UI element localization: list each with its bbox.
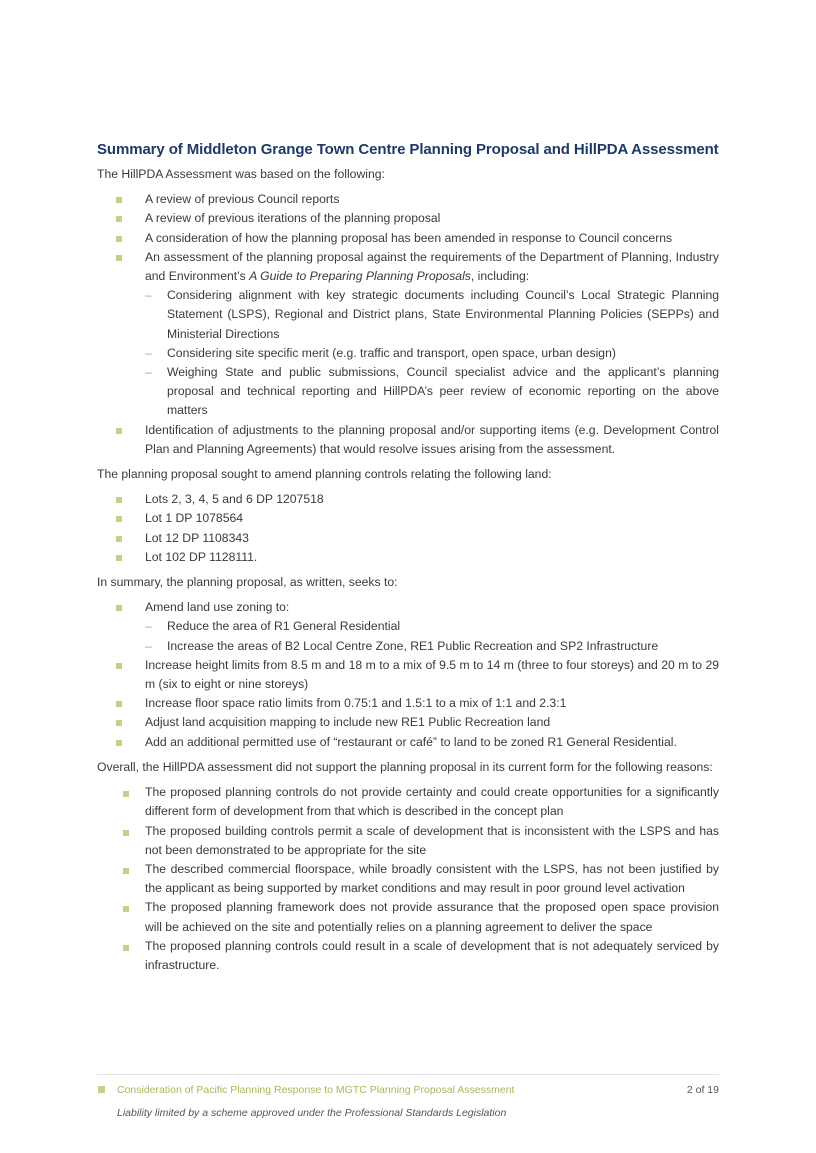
- dash-icon: –: [145, 619, 152, 634]
- list-item: The proposed planning controls could result in a scale of development that is not adequately serviced by infrastructure.: [145, 937, 719, 975]
- dash-icon: –: [145, 365, 152, 380]
- document-body: [97, 139, 719, 975]
- land-intro-paragraph: The planning proposal sought to amend planning controls relating the following land:: [97, 467, 552, 482]
- list-item: Increase floor space ratio limits from 0.75:1 and 1.5:1 to a mix of 1:1 and 2.3:1: [145, 694, 719, 713]
- list-item: Lot 12 DP 1108343: [145, 529, 719, 548]
- dash-icon: –: [145, 638, 152, 653]
- liability-notice: Liability limited by a scheme approved under the Professional Standards Legislation: [117, 1107, 507, 1119]
- sub-list-item: – Considering site specific merit (e.g. traffic and transport, open space, urban design): [167, 344, 719, 363]
- dash-icon: –: [145, 345, 152, 360]
- bullet-square-icon: [123, 868, 129, 874]
- footer-title: Consideration of Pacific Planning Response to MGTC Planning Proposal Assessment: [117, 1084, 515, 1096]
- page-number: 2 of 19: [686, 1084, 719, 1096]
- zoning-sub-list: [145, 617, 719, 655]
- summary-list: [97, 598, 719, 752]
- list-item: Lots 2, 3, 4, 5 and 6 DP 1207518: [145, 490, 719, 509]
- bullet-square-icon: [116, 216, 122, 222]
- intro-paragraph: The HillPDA Assessment was based on the following:: [97, 167, 385, 181]
- dash-icon: –: [145, 288, 152, 303]
- bullet-square-icon: [116, 740, 122, 746]
- list-item: Amend land use zoning to: – Reduce the area of R1 General Residential – Increase the areas of B2 Local Centre Zone, RE1 Public Recreation and SP2 Infrastructure: [145, 598, 719, 656]
- list-item: A consideration of how the planning proposal has been amended in response to Council concerns: [145, 229, 719, 248]
- summary-intro-paragraph: In summary, the planning proposal, as written, seeks to:: [97, 575, 398, 590]
- bullet-square-icon: [116, 720, 122, 726]
- list-item: Lot 1 DP 1078564: [145, 509, 719, 528]
- bullet-square-icon: [116, 701, 122, 707]
- page-title: Summary of Middleton Grange Town Centre Planning Proposal and HillPDA Assessment: [97, 141, 719, 158]
- list-item: The proposed planning controls do not provide certainty and could create opportunities for a significantly different form of development from that which is described in the concept plan: [145, 783, 719, 821]
- list-item: Add an additional permitted use of “restaurant or café” to land to be zoned R1 General Residential.: [145, 733, 719, 752]
- list-item: A review of previous iterations of the planning proposal: [145, 209, 719, 228]
- overall-intro-paragraph: Overall, the HillPDA assessment did not support the planning proposal in its current form for the following reasons:: [97, 759, 713, 774]
- land-list: [97, 490, 719, 567]
- bullet-square-icon: [116, 236, 122, 242]
- list-item: Identification of adjustments to the planning proposal and/or supporting items (e.g. Development Control Plan and Planning Agreements) that would resolve issues arising from the assessment.: [145, 421, 719, 459]
- bullet-square-icon: [116, 663, 122, 669]
- list-item: The proposed building controls permit a scale of development that is inconsistent with the LSPS and has not been demonstrated to be appropriate for the site: [145, 822, 719, 860]
- bullet-square-icon: [116, 605, 122, 611]
- list-item: Lot 102 DP 1128111.: [145, 548, 719, 567]
- basis-list: [97, 190, 719, 459]
- sub-list-item: – Increase the areas of B2 Local Centre Zone, RE1 Public Recreation and SP2 Infrastructure: [167, 637, 719, 656]
- guide-title: A Guide to Preparing Planning Proposals: [249, 269, 471, 284]
- list-item: The described commercial floorspace, while broadly consistent with the LSPS, has not been justified by the applicant as being supported by market conditions and may result in poor ground level activation: [145, 860, 719, 898]
- bullet-square-icon: [123, 906, 129, 912]
- bullet-square-icon: [116, 516, 122, 522]
- list-item: Increase height limits from 8.5 m and 18 m to a mix of 9.5 m to 14 m (three to four storeys) and 20 m to 29 m (six to eight or nine storeys): [145, 656, 719, 694]
- bullet-square-icon: [123, 830, 129, 836]
- reasons-list: [97, 783, 719, 975]
- bullet-square-icon: [116, 255, 122, 261]
- list-item: Adjust land acquisition mapping to include new RE1 Public Recreation land: [145, 713, 719, 732]
- bullet-square-icon: [116, 555, 122, 561]
- bullet-square-icon: [123, 945, 129, 951]
- footer-square-icon: [98, 1086, 105, 1093]
- bullet-square-icon: [116, 536, 122, 542]
- bullet-square-icon: [116, 428, 122, 434]
- sub-list-item: – Considering alignment with key strategic documents including Council’s Local Strategic Planning Statement (LSPS), Regional and District plans, State Environmental Planning Policies (SEPPs) and Ministerial Directions: [145, 288, 719, 341]
- list-item: A review of previous Council reports: [145, 190, 719, 209]
- list-item: The proposed planning framework does not provide assurance that the proposed open space provision will be achieved on the site and potentially relies on a planning agreement to deliver the space: [145, 898, 719, 936]
- bullet-square-icon: [116, 197, 122, 203]
- sub-list-item: – Weighing State and public submissions, Council specialist advice and the applicant’s planning proposal and technical reporting and HillPDA’s peer review of economic reporting on the above matters: [145, 365, 719, 418]
- bullet-square-icon: [123, 791, 129, 797]
- list-item: An assessment of the planning proposal against the requirements of the Department of Planning, Industry and Environment’s A Guide to Preparing Planning Proposals, including: – Considering alignment with key strategic documents including Council’s Local Strategic Planning Statement (LSPS), Regional and District plans, State Environmental Planning Policies (SEPPs) and Ministerial Directions – Considering site specific merit (e.g. traffic and transport, open space, urban design) – Weighing State and public submissions, Council specialist advice and the applicant’s planning proposal and technical reporting and HillPDA’s peer review of economic reporting on the above matters: [145, 248, 719, 421]
- assessment-sub-list: [145, 286, 719, 420]
- bullet-square-icon: [116, 497, 122, 503]
- sub-list-item: – Reduce the area of R1 General Residential: [167, 617, 719, 636]
- footer-divider: [97, 1074, 719, 1075]
